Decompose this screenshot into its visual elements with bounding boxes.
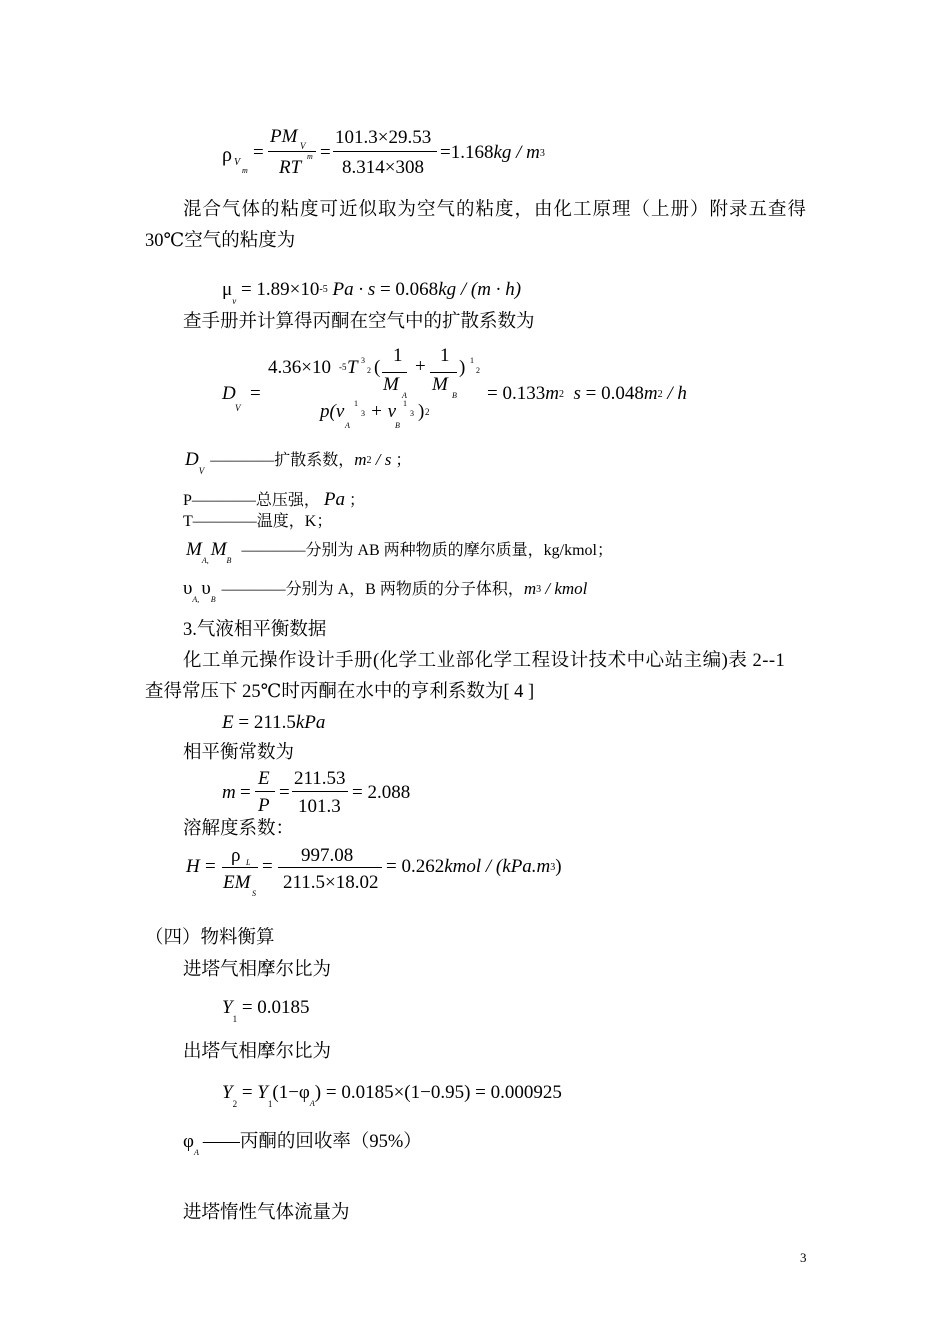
fraction-bar <box>382 372 407 373</box>
symbol: Y <box>222 1082 233 1103</box>
right-parenthesis: ) <box>459 357 466 378</box>
paragraph-line: 查手册并计算得丙酮在空气中的扩散系数为 <box>183 312 535 332</box>
definition-temperature: T————温度，K； <box>183 513 333 530</box>
expression: ) = 0.0185×(1−0.95) = 0.000925 <box>314 1082 562 1103</box>
symbol-subscript: B <box>226 556 232 565</box>
definition-recovery <box>183 1132 422 1157</box>
equals-sign: = <box>240 782 251 803</box>
fraction-bar <box>430 372 457 373</box>
temperature-symbol: T <box>347 357 358 378</box>
equation-outlet-ratio <box>222 1083 562 1109</box>
diffusion-symbol: D <box>222 383 236 404</box>
unit-exponent: 2 <box>657 389 663 400</box>
fraction-bar <box>222 867 258 868</box>
section-heading: （四）物料衡算 <box>145 928 275 948</box>
symbol: m <box>222 782 236 803</box>
coefficient: 4.36×10 <box>268 357 331 378</box>
symbol: φ <box>183 1131 194 1152</box>
fraction-bar <box>255 791 275 792</box>
value: = 211.5 <box>233 712 296 733</box>
punctuation: ； <box>345 492 366 509</box>
definition-text: ————分别为 AB 两种物质的摩尔质量，kg/kmol； <box>241 542 614 559</box>
denominator-subscript: B <box>452 391 457 400</box>
numerator-subscript: V <box>300 141 306 151</box>
plus-sign: + <box>415 356 426 377</box>
symbol-subscript: A, <box>192 595 200 604</box>
denominator-term: + v <box>370 401 397 422</box>
unit-exponent: 3 <box>536 584 542 595</box>
definition-text: P————总压强， <box>183 492 320 509</box>
exponent: -5 <box>319 284 328 295</box>
symbol: υ <box>183 578 193 599</box>
page-number: 3 <box>800 1250 807 1265</box>
exponent: -5 <box>339 362 347 372</box>
exponent-numerator: 1 <box>470 356 474 365</box>
unit: m <box>643 383 658 404</box>
exponent-denominator: 3 <box>410 409 414 418</box>
symbol: H <box>186 856 200 877</box>
diffusion-subscript: V <box>235 403 241 413</box>
symbol: Y <box>257 1082 268 1103</box>
left-parenthesis: ( <box>374 357 381 378</box>
definition-text: ——丙酮的回收率（95%） <box>202 1132 422 1152</box>
rho-symbol: ρ <box>222 144 232 166</box>
fraction-numerator: ρ <box>231 845 241 866</box>
result-unit: kg / m <box>493 142 540 163</box>
exponent-numerator: 1 <box>354 399 358 408</box>
symbol-subscript: A <box>193 1148 199 1157</box>
paragraph-line: 30℃空气的粘度为 <box>145 231 296 251</box>
square-exponent: 2 <box>425 407 430 417</box>
unit: m <box>523 579 537 598</box>
unit: kmol / (kPa.m <box>444 856 551 877</box>
unit-exponent: 3 <box>550 862 556 873</box>
unit: m <box>545 383 559 404</box>
paragraph-line: 相平衡常数为 <box>183 743 295 763</box>
unit: / h <box>662 383 687 404</box>
equals-sign: = <box>262 856 273 877</box>
definition-pressure <box>183 490 365 509</box>
symbol: M <box>210 539 227 560</box>
symbol-subscript: 1 <box>267 1099 273 1109</box>
fraction-numerator: 211.53 <box>294 768 346 789</box>
fraction-denominator: P <box>258 795 270 816</box>
exponent-numerator: 3 <box>361 356 365 365</box>
unit: / s <box>371 450 392 469</box>
equation-result <box>487 384 687 403</box>
paragraph-line: 化工单元操作设计手册(化学工业部化学工程设计技术中心站主编)表 2--1 <box>183 651 786 671</box>
equals-sign: = <box>205 856 216 877</box>
exponent-denominator: 2 <box>476 366 480 375</box>
unit: m <box>354 450 367 469</box>
fraction-denominator: 101.3 <box>298 796 341 817</box>
symbol-subscript: V <box>198 466 205 476</box>
volume-subscript: B <box>395 421 400 430</box>
denominator-superscript: m <box>307 152 313 161</box>
equals-sign: = <box>253 142 264 163</box>
equation-result: = 2.088 <box>352 782 411 803</box>
fraction-numerator: 997.08 <box>301 845 354 866</box>
viscosity-value: = 1.89×10 <box>236 279 320 300</box>
symbol: υ <box>201 578 211 599</box>
right-parenthesis: ) <box>418 401 425 422</box>
rho-subscript: V <box>234 157 241 168</box>
unit-exponent: 3 <box>539 148 545 159</box>
value: = 0.0185 <box>237 997 310 1018</box>
symbol: E <box>222 712 234 733</box>
mu-symbol: μ <box>222 279 233 300</box>
fraction-bar <box>333 151 437 152</box>
symbol-subscript: B <box>210 595 216 604</box>
symbol-subscript: A <box>309 1099 315 1108</box>
symbol: M <box>186 539 202 560</box>
definition-text: ————扩散系数， <box>210 452 355 469</box>
expression: (1−φ <box>272 1082 310 1103</box>
numerator-subscript: L <box>246 858 251 867</box>
equation-result <box>440 143 545 162</box>
unit: s <box>563 383 581 404</box>
definition-molar-mass <box>186 540 613 565</box>
equation-viscosity <box>222 280 521 306</box>
equation-henry <box>222 713 325 732</box>
symbol: D <box>185 449 199 470</box>
fraction-denominator: EM <box>223 872 251 893</box>
fraction-numerator: PM <box>270 126 298 147</box>
denominator-subscript: S <box>252 889 256 898</box>
unit-exponent: 2 <box>366 455 372 466</box>
fraction-numerator: 101.3×29.53 <box>335 127 432 148</box>
paragraph-line: 进塔惰性气体流量为 <box>183 1203 350 1223</box>
definition-molecular-volume <box>183 579 587 604</box>
equation-result <box>386 857 562 876</box>
result-value: = 0.262 <box>386 856 445 877</box>
fraction-numerator: 1 <box>393 345 403 366</box>
paragraph-line: 查得常压下 25℃时丙酮在水中的亨利系数为[ 4 ] <box>145 682 535 702</box>
equals-sign: = <box>237 1082 258 1103</box>
paragraph-line: 溶解度系数： <box>183 819 295 839</box>
rho-subsubscript: m <box>242 166 248 175</box>
exponent-denominator: 3 <box>361 409 365 418</box>
unit: ) <box>555 856 562 877</box>
fraction-bar <box>278 867 382 868</box>
equals-sign: = <box>320 142 331 163</box>
unit: / kmol <box>541 579 588 598</box>
paragraph-line: 混合气体的粘度可近似取为空气的粘度，由化工原理（上册）附录五查得 <box>183 200 808 220</box>
mu-subscript: v <box>232 296 237 306</box>
volume-subscript: A <box>345 421 350 430</box>
punctuation: ； <box>391 452 412 469</box>
section-heading: 3.气液相平衡数据 <box>183 620 327 640</box>
unit: kg / (m · h) <box>438 279 522 300</box>
definition-diffusion <box>185 450 411 476</box>
unit: Pa · s <box>327 279 376 300</box>
result-value: = 0.048 <box>580 383 644 404</box>
unit-exponent: 2 <box>558 389 564 400</box>
fraction-denominator: RT <box>279 157 302 178</box>
symbol-subscript: 1 <box>232 1014 238 1024</box>
fraction-bar <box>292 791 348 792</box>
exponent-numerator: 1 <box>403 399 407 408</box>
equals-sign: = <box>250 383 261 404</box>
paragraph-line: 进塔气相摩尔比为 <box>183 960 332 980</box>
fraction-denominator: 8.314×308 <box>342 157 424 178</box>
paragraph-line: 出塔气相摩尔比为 <box>183 1042 332 1062</box>
symbol-subscript: A, <box>201 556 209 565</box>
fraction-denominator: M <box>383 374 399 395</box>
fraction-numerator: E <box>258 768 270 789</box>
result-value: = 0.133 <box>487 383 546 404</box>
unit: Pa <box>323 489 346 510</box>
definition-text: ————分别为 A，B 两物质的分子体积， <box>221 581 524 598</box>
equation-inlet-ratio <box>222 998 310 1024</box>
fraction-denominator: M <box>432 374 448 395</box>
result-value: =1.168 <box>440 142 494 163</box>
exponent-denominator: 2 <box>367 366 371 375</box>
fraction-numerator: 1 <box>440 345 450 366</box>
symbol-subscript: 2 <box>232 1099 238 1109</box>
denominator-subscript: A <box>402 391 407 400</box>
equals-sign: = <box>279 782 290 803</box>
unit: kPa <box>295 712 326 733</box>
converted-value: = 0.068 <box>375 279 439 300</box>
denominator-term: p(v <box>320 401 345 422</box>
symbol: Y <box>222 997 233 1018</box>
fraction-denominator: 211.5×18.02 <box>283 872 379 893</box>
